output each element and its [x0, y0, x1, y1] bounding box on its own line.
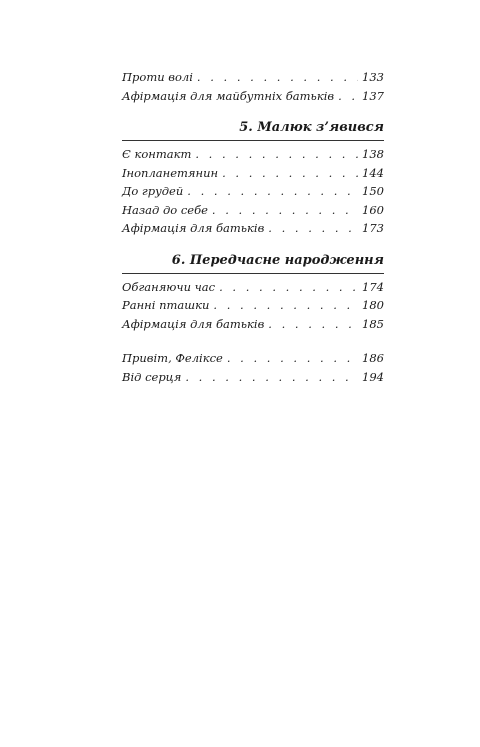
toc-entry-title: Від серця: [122, 369, 182, 384]
dot-leader: [197, 68, 358, 87]
toc-entry-title: Ранні пташки: [122, 298, 210, 312]
toc-entry-title: Привіт, Феліксе: [122, 351, 223, 365]
toc-entry[interactable]: [122, 219, 384, 238]
toc-entry-page: 138: [362, 147, 384, 161]
dot-leader: [338, 87, 358, 106]
toc-entry-title: Обганяючи час: [122, 279, 216, 294]
toc-group-section-6: [122, 278, 384, 334]
dot-leader: [187, 182, 358, 201]
toc-entry-page: 185: [362, 316, 384, 331]
dot-leader: [212, 201, 358, 220]
toc-entry-title: До грудей: [122, 184, 184, 198]
group-spacer: [122, 333, 384, 345]
dot-leader: [227, 349, 358, 368]
toc-entry-page: 194: [362, 369, 384, 384]
toc-entry[interactable]: [122, 145, 384, 164]
dot-leader: [222, 164, 358, 183]
toc-entry-title: Інопланетянин: [122, 165, 219, 180]
toc-entry-page: 150: [362, 184, 384, 198]
toc-entry[interactable]: [122, 368, 384, 387]
toc-entry[interactable]: [122, 349, 384, 368]
toc-entry-title: Афірмація для батьків: [122, 221, 265, 235]
toc-group-intro: [122, 68, 384, 105]
dot-leader: [185, 368, 358, 387]
toc-entry-title: Проти волі: [122, 70, 193, 84]
dot-leader: [268, 219, 358, 238]
toc-entry[interactable]: [122, 315, 384, 334]
toc-entry-title: Назад до себе: [122, 202, 208, 217]
section-heading-6: 6. Передчасне народження: [122, 252, 384, 274]
toc-entry[interactable]: [122, 296, 384, 315]
toc-entry-page: 160: [362, 202, 384, 217]
toc-entry-page: 173: [362, 221, 384, 235]
toc-entry[interactable]: [122, 68, 384, 87]
dot-leader: [195, 145, 358, 164]
toc-entry-page: 144: [362, 165, 384, 180]
toc-entry-page: 186: [362, 351, 384, 365]
toc-entry-title: Афірмація для майбутніх батьків: [122, 88, 335, 103]
toc-entry-page: 133: [362, 70, 384, 84]
toc-group-closing: [122, 349, 384, 386]
dot-leader: [219, 278, 358, 297]
toc-entry-title: Афірмація для батьків: [122, 316, 265, 331]
dot-leader: [213, 296, 358, 315]
section-heading-5: 5. Малюк з’явився: [122, 119, 384, 141]
toc-entry-page: 137: [362, 88, 384, 103]
toc-entry[interactable]: [122, 182, 384, 201]
toc-entry[interactable]: [122, 164, 384, 183]
toc-entry[interactable]: [122, 278, 384, 297]
table-of-contents: [122, 64, 384, 386]
toc-group-section-5: [122, 145, 384, 238]
toc-entry-title: Є контакт: [122, 147, 192, 161]
toc-entry[interactable]: [122, 201, 384, 220]
toc-entry-page: 174: [362, 279, 384, 294]
toc-entry[interactable]: [122, 87, 384, 106]
dot-leader: [268, 315, 358, 334]
toc-entry-page: 180: [362, 298, 384, 312]
